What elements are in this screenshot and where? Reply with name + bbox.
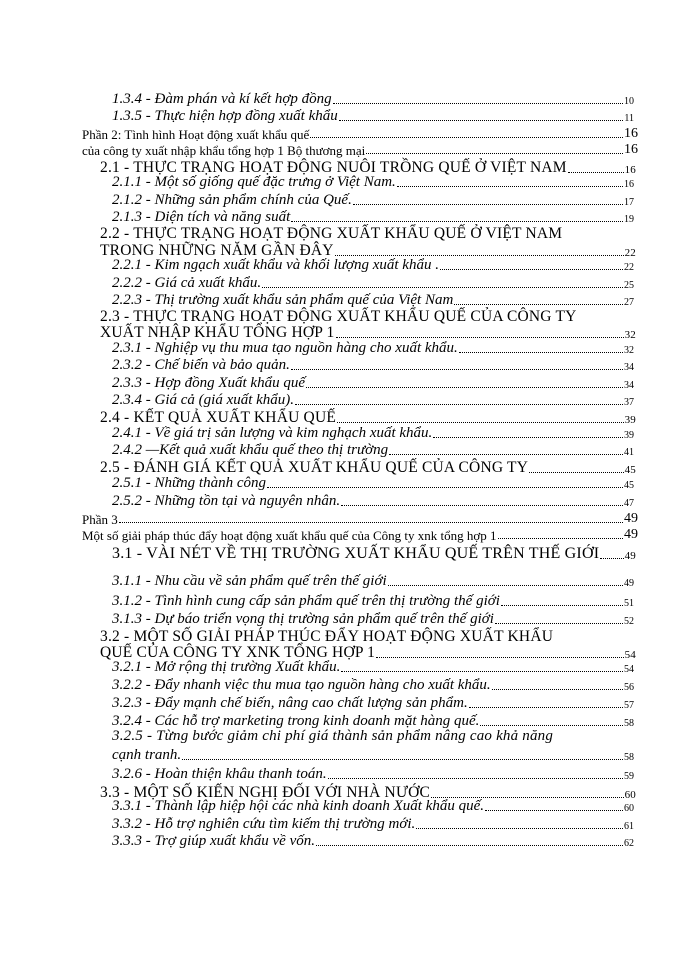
toc-entry-title: Một số giải pháp thúc đẩy hoạt động xuất khẩu quế của Công ty xnk tổng hợp 1 <box>82 528 497 543</box>
toc-entry-page: 60 <box>624 788 636 801</box>
toc-entry-3-2-4 <box>112 714 634 729</box>
dot-leader <box>341 671 623 672</box>
toc-entry-3-3-2 <box>112 817 634 832</box>
toc-entry-2-3-line1: 2.3 - THỰC TRẠNG HOẠT ĐỘNG XUẤT KHẨU QUẾ CỦA CÔNG TY <box>100 308 577 325</box>
toc-entry-part-2-subtitle <box>82 143 638 157</box>
toc-entry-title: 2.2.3 - Thị trường xuất khẩu sản phẩm quế của Việt Nam <box>112 292 454 308</box>
dot-leader <box>316 845 623 846</box>
dot-leader <box>469 707 623 708</box>
toc-entry-title: 3.1.2 - Tình hình cung cấp sản phẩm quế trên thị trường thế giới <box>112 593 500 609</box>
toc-entry-page: 52 <box>624 616 634 627</box>
dot-leader <box>492 689 623 690</box>
toc-entry-title: 1.3.5 - Thực hiện hợp đồng xuất khẩu <box>112 108 338 124</box>
toc-entry-page: 16 <box>624 179 634 190</box>
toc-entry-2-4-1 <box>112 426 634 441</box>
toc-entry-page: 57 <box>624 700 634 711</box>
toc-entry-page: 39 <box>624 413 636 426</box>
toc-entry-2-2-2 <box>112 276 634 291</box>
toc-entry-3-2-3 <box>112 696 634 711</box>
toc-entry-title: 3.2.6 - Hoàn thiện khâu thanh toán. <box>112 766 327 782</box>
dot-leader <box>440 269 623 270</box>
toc-entry-page: 34 <box>624 362 634 373</box>
toc-entry-page: 16 <box>624 163 636 176</box>
toc-entry-page: 56 <box>624 682 634 693</box>
toc-entry-2-4-2 <box>112 443 634 458</box>
dot-leader <box>328 778 623 779</box>
toc-entry-2-1-3 <box>112 210 634 225</box>
toc-entry-3-3-3 <box>112 834 634 849</box>
dot-leader <box>454 304 623 305</box>
toc-entry-title: 2.5.1 - Những thành công <box>112 475 267 491</box>
toc-entry-title: 3.1.3 - Dự báo triển vọng thị trường sản phẩm quế trên thế giới <box>112 611 494 627</box>
toc-entry-title: 2.3.4 - Giá cả (giá xuất khẩu). <box>112 392 295 408</box>
toc-entry-page: 49 <box>624 527 638 542</box>
toc-entry-page: 58 <box>624 718 634 729</box>
dot-leader <box>459 352 623 353</box>
toc-entry-page: 49 <box>624 550 636 562</box>
toc-entry-title: 2.3.3 - Hợp đồng Xuất khẩu quế <box>112 375 305 391</box>
toc-entry-title: 2.5.2 - Những tồn tại và nguyên nhân. <box>112 493 341 509</box>
toc-entry-title: 1.3.4 - Đàm phán và kí kết hợp đồng <box>112 91 332 107</box>
toc-entry-2-2-1 <box>112 258 634 273</box>
toc-entry-page: 49 <box>624 511 638 526</box>
dot-leader <box>339 120 624 121</box>
toc-entry-3-1-1 <box>112 574 634 589</box>
dot-leader <box>337 422 624 423</box>
dot-leader <box>353 204 623 205</box>
dot-leader <box>480 725 623 726</box>
toc-entry-part-3 <box>82 512 638 526</box>
toc-entry-title: 3.2.1 - Mở rộng thị trường Xuất khẩu. <box>112 659 341 675</box>
toc-entry-1-3-5 <box>112 109 634 124</box>
toc-entry-page: 22 <box>624 262 634 273</box>
toc-entry-title: 3.3 - MỘT SỐ KIẾN NGHỊ ĐỐI VỚI NHÀ NƯỚC <box>100 784 431 801</box>
toc-entry-page: 54 <box>624 648 636 661</box>
toc-entry-title: 3.1.1 - Nhu cầu về sản phẩm quế trên thế giới <box>112 573 387 589</box>
toc-entry-title: 2.3.2 - Chế biến và bảo quản. <box>112 357 290 373</box>
toc-entry-page: 61 <box>624 821 634 832</box>
toc-entry-3-1 <box>112 546 636 562</box>
dot-leader <box>335 255 624 256</box>
toc-entry-page: 27 <box>624 297 634 308</box>
toc-entry-page: 16 <box>624 142 638 157</box>
toc-entry-2-4 <box>100 410 636 426</box>
dot-leader <box>310 137 623 138</box>
toc-entry-page: 49 <box>624 578 634 589</box>
dot-leader <box>416 828 623 829</box>
dot-leader <box>495 623 623 624</box>
dot-leader <box>262 287 623 288</box>
toc-entry-page: 25 <box>624 280 634 291</box>
toc-entry-title: 2.1.3 - Diện tích và năng suất <box>112 209 291 225</box>
toc-entry-title: Phần 2: Tình hình Hoạt động xuất khẩu quế <box>82 127 310 142</box>
toc-entry-3-1-2 <box>112 594 634 609</box>
toc-entry-title: 2.4.2 —Kết quả xuất khẩu quế theo thị trường <box>112 442 389 458</box>
toc-entry-page: 34 <box>624 380 634 391</box>
toc-entry-page: 45 <box>624 463 636 476</box>
dot-leader <box>498 538 623 539</box>
dot-leader <box>306 387 623 388</box>
dot-leader <box>485 810 623 811</box>
toc-entry-page: 32 <box>624 345 634 356</box>
toc-entry-2-5 <box>100 460 636 476</box>
toc-entry-3-2-6 <box>112 767 634 782</box>
toc-entry-2-3-1 <box>112 341 634 356</box>
toc-entry-3-2-5 <box>112 748 634 763</box>
toc-entry-page: 17 <box>624 197 634 208</box>
toc-entry-title: 3.2.2 - Đẩy nhanh việc thu mua tạo nguồn hàng cho xuất khẩu. <box>112 677 491 693</box>
toc-entry-page: 45 <box>624 480 634 491</box>
toc-entry-3-3-1 <box>112 799 634 814</box>
toc-entry-title: QUẾ CỦA CÔNG TY XNK TỔNG HỢP 1 <box>100 644 376 661</box>
toc-entry-title: 3.3.1 - Thành lập hiệp hội các nhà kinh doanh Xuất khẩu quế. <box>112 798 485 814</box>
dot-leader <box>336 337 624 338</box>
toc-entry-title: 2.1.2 - Những sản phẩm chính của Quế. <box>112 192 352 208</box>
dot-leader <box>295 404 623 405</box>
toc-entry-2-1-2 <box>112 193 634 208</box>
toc-entry-title: 2.3.1 - Nghiệp vụ thu mua tạo nguồn hàng cho xuất khẩu. <box>112 340 458 356</box>
toc-entry-3-2-5-line1: 3.2.5 - Từng bước giảm chi phí giá thành sản phẩm nâng cao khả năng <box>112 728 554 744</box>
toc-entry-page: 58 <box>624 752 634 763</box>
toc-entry-3-2-line1: 3.2 - MỘT SỐ GIẢI PHÁP THÚC ĐẨY HOẠT ĐỘNG XUẤT KHẨU <box>100 628 554 645</box>
dot-leader <box>119 522 623 523</box>
toc-entry-2-1-1 <box>112 175 634 190</box>
toc-entry-page: 60 <box>624 803 634 814</box>
toc-entry-2-2-line1: 2.2 - THỰC TRẠNG HOẠT ĐỘNG XUẤT KHẨU QUẾ Ở VIỆT NAM <box>100 225 563 242</box>
toc-entry-page: 39 <box>624 430 634 441</box>
toc-entry-page: 32 <box>624 328 636 341</box>
dot-leader <box>397 186 623 187</box>
dot-leader <box>333 103 623 104</box>
dot-leader <box>389 454 623 455</box>
toc-entry-title: XUẤT NHẬP KHẨU TỔNG HỢP 1 <box>100 324 335 341</box>
dot-leader <box>529 472 624 473</box>
toc-entry-page: 59 <box>624 771 634 782</box>
toc-entry-title: Phần 3 <box>82 512 118 527</box>
toc-entry-2-3-4 <box>112 393 634 408</box>
toc-entry-page: 10 <box>624 96 634 107</box>
toc-entry-2-2-3 <box>112 293 634 308</box>
toc-entry-title: 2.4 - KẾT QUẢ XUẤT KHẨU QUẾ <box>100 409 337 426</box>
toc-entry-2-5-1 <box>112 476 634 491</box>
dot-leader <box>291 221 623 222</box>
toc-entry-2-3 <box>100 325 636 341</box>
toc-entry-page: 51 <box>624 598 634 609</box>
toc-entry-page: 11 <box>624 113 634 124</box>
dot-leader <box>433 437 623 438</box>
toc-entry-page: 41 <box>624 447 634 458</box>
toc-entry-3-1-3 <box>112 612 634 627</box>
toc-entry-title: 3.2.3 - Đẩy mạnh chế biến, nâng cao chất lượng sản phẩm. <box>112 695 468 711</box>
toc-entry-title: 2.1.1 - Một số giống quế đặc trưng ở Việt Nam. <box>112 174 396 190</box>
dot-leader <box>182 759 623 760</box>
dot-leader <box>341 505 623 506</box>
dot-leader <box>388 585 623 586</box>
toc-entry-title: 3.2.4 - Các hỗ trợ marketing trong kinh doanh mặt hàng quế. <box>112 713 480 729</box>
toc-entry-title: cạnh tranh. <box>112 747 182 763</box>
toc-entry-3-2-1 <box>112 660 634 675</box>
toc-entry-title: 2.2.2 - Giá cả xuất khẩu. <box>112 275 262 291</box>
dot-leader <box>600 558 623 559</box>
toc-entry-2-3-3 <box>112 376 634 391</box>
toc-entry-title: 3.3.3 - Trợ giúp xuất khẩu về vốn. <box>112 833 315 849</box>
toc-entry-page: 16 <box>624 126 638 141</box>
toc-entry-page: 19 <box>624 214 634 225</box>
toc-entry-2-5-2 <box>112 494 634 509</box>
dot-leader <box>376 657 623 658</box>
toc-entry-title: của công ty xuất nhập khẩu tổng hợp 1 Bộ thương mại <box>82 143 366 158</box>
toc-entry-1-3-4 <box>112 92 634 107</box>
dot-leader <box>501 605 623 606</box>
toc-entry-3-2-2 <box>112 678 634 693</box>
toc-entry-title: 3.3.2 - Hỗ trợ nghiên cứu tìm kiếm thị trường mới. <box>112 816 416 832</box>
toc-entry-part-2 <box>82 127 638 141</box>
dot-leader <box>291 369 623 370</box>
toc-entry-page: 22 <box>624 246 636 259</box>
toc-entry-2-3-2 <box>112 358 634 373</box>
toc-entry-part-3-subtitle <box>82 528 638 542</box>
dot-leader <box>267 487 623 488</box>
toc-entry-title: 2.5 - ĐÁNH GIÁ KẾT QUẢ XUẤT KHẨU QUẾ CỦA CÔNG TY <box>100 459 529 476</box>
toc-entry-page: 54 <box>624 664 634 675</box>
toc-entry-title: 2.2.1 - Kim ngạch xuất khẩu và khối lượng xuất khẩu . <box>112 257 439 273</box>
toc-entry-title: TRONG NHỮNG NĂM GẦN ĐÂY <box>100 242 334 259</box>
dot-leader <box>366 153 623 154</box>
toc-entry-page: 47 <box>624 498 634 509</box>
toc-entry-page: 37 <box>624 397 634 408</box>
toc-entry-title: 2.4.1 - Về giá trị sản lượng và kim nghạch xuất khẩu. <box>112 425 433 441</box>
dot-leader <box>568 172 624 173</box>
toc-entry-title: 3.1 - VÀI NÉT VỀ THỊ TRƯỜNG XUẤT KHẨU QUẾ TRÊN THẾ GIỚI <box>112 545 600 562</box>
toc-entry-page: 62 <box>624 838 634 849</box>
toc-entry-title: 2.1 - THỰC TRẠNG HOẠT ĐỘNG NUÔI TRỒNG QUẾ Ở VIỆT NAM <box>100 159 567 176</box>
